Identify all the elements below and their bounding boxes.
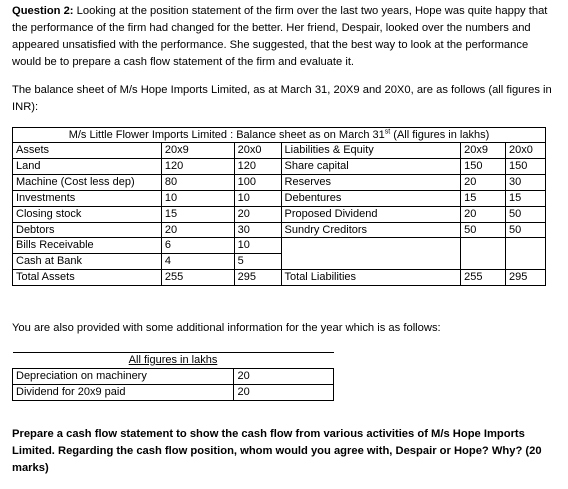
table-cell: Cash at Bank	[13, 254, 162, 270]
table-cell: 150	[461, 158, 506, 174]
table-cell: 10	[234, 190, 281, 206]
additional-info-table	[12, 352, 334, 401]
table-cell: Dividend for 20x9 paid	[13, 384, 234, 400]
table-cell: Machine (Cost less dep)	[13, 174, 162, 190]
totals-row	[13, 270, 546, 286]
question-text: Looking at the position statement of the firm over the last two years, Hope was quite happy that the performance of the firm had changed for the better. Her friend, Despair, looked over the numbers and appeared unsatisfied with the performance. She suggested, that the best way to look at the performance would be to prepare a cash flow statement of the firm and evaluate it.	[12, 5, 548, 68]
table-cell: 5	[234, 254, 281, 270]
table-cell: Depreciation on machinery	[13, 368, 234, 384]
table-cell: Proposed Dividend	[281, 206, 461, 222]
table-cell: 10	[161, 190, 234, 206]
table-cell: 20	[461, 174, 506, 190]
table-cell: 80	[161, 174, 234, 190]
header-cell: 20x9	[461, 143, 506, 159]
header-cell: 20x0	[234, 143, 281, 159]
totals-cell: Total Assets	[13, 270, 162, 286]
table-cell: 15	[461, 190, 506, 206]
table-cell: 20	[161, 222, 234, 238]
table-row	[13, 206, 546, 222]
table-cell	[506, 254, 546, 270]
table-cell: 20	[234, 206, 281, 222]
additional-subheader-row	[13, 353, 334, 369]
table-cell	[461, 254, 506, 270]
header-cell: 20x9	[161, 143, 234, 159]
table-cell: Debtors	[13, 222, 162, 238]
table-cell	[461, 238, 506, 254]
balance-sheet-title-row	[13, 128, 546, 143]
table-cell: 30	[234, 222, 281, 238]
table-cell: 50	[506, 206, 546, 222]
table-cell: Bills Receivable	[13, 238, 162, 254]
question-label: Question 2:	[12, 5, 74, 17]
totals-cell: Total Liabilities	[281, 270, 461, 286]
table-row	[13, 174, 546, 190]
header-cell: Liabilities & Equity	[281, 143, 461, 159]
table-cell	[281, 254, 461, 270]
table-cell: Share capital	[281, 158, 461, 174]
table-cell: 20	[234, 368, 334, 384]
header-cell: Assets	[13, 143, 162, 159]
table-row	[13, 368, 334, 384]
table-cell: Reserves	[281, 174, 461, 190]
additional-intro: You are also provided with some additional information for the year which is as follows:	[12, 322, 441, 334]
table-cell: 20	[461, 206, 506, 222]
question-paragraph	[12, 3, 558, 71]
table-row	[13, 384, 334, 400]
totals-cell: 295	[506, 270, 546, 286]
table-cell: Land	[13, 158, 162, 174]
totals-cell: 295	[234, 270, 281, 286]
task-paragraph: Prepare a cash flow statement to show the cash flow from various activities of M/s Hope Imports Limited. Regarding the cash flow position, whom would you agree with, Despair or Hope? Why? (20 marks)	[12, 428, 542, 474]
table-cell: 4	[161, 254, 234, 270]
table-cell: 100	[234, 174, 281, 190]
totals-cell: 255	[161, 270, 234, 286]
table-cell: Debentures	[281, 190, 461, 206]
table-cell: 10	[234, 238, 281, 254]
table-cell: 15	[506, 190, 546, 206]
table-cell: 120	[234, 158, 281, 174]
intro-paragraph: The balance sheet of M/s Hope Imports Limited, as at March 31, 20X9 and 20X0, are as follows (all figures in INR):	[12, 84, 552, 113]
table-cell	[281, 238, 461, 254]
table-cell: 30	[506, 174, 546, 190]
balance-sheet-title: M/s Little Flower Imports Limited : Balance sheet as on March 31st (All figures in lakhs)	[13, 128, 546, 143]
table-cell: Investments	[13, 190, 162, 206]
table-row	[13, 254, 546, 270]
balance-sheet-table	[12, 127, 546, 286]
table-row	[13, 238, 546, 254]
additional-subheader: All figures in lakhs	[13, 353, 334, 369]
balance-sheet-header-row	[13, 143, 546, 159]
table-row	[13, 158, 546, 174]
table-cell: 50	[461, 222, 506, 238]
table-cell	[506, 238, 546, 254]
totals-cell: 255	[461, 270, 506, 286]
table-cell: Sundry Creditors	[281, 222, 461, 238]
table-cell: 120	[161, 158, 234, 174]
table-cell: 15	[161, 206, 234, 222]
table-cell: 20	[234, 384, 334, 400]
header-cell: 20x0	[506, 143, 546, 159]
table-row	[13, 222, 546, 238]
table-cell: Closing stock	[13, 206, 162, 222]
table-row	[13, 190, 546, 206]
table-cell: 50	[506, 222, 546, 238]
table-cell: 150	[506, 158, 546, 174]
table-cell: 6	[161, 238, 234, 254]
